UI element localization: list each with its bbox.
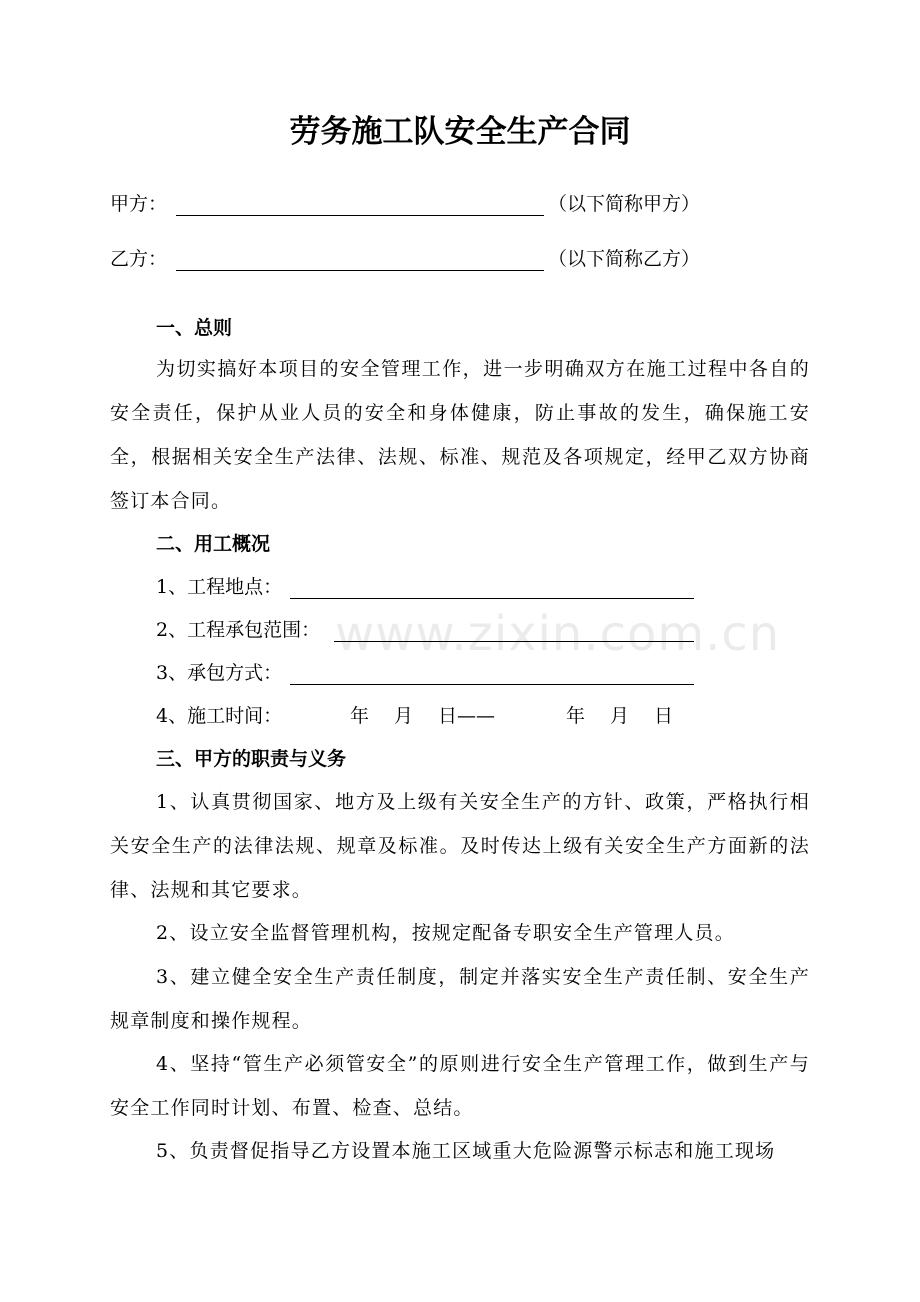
section-3-paragraph-1: 1、认真贯彻国家、地方及上级有关安全生产的方针、政策，严格执行相关安全生产的法律法规、规章及标准。及时传达上级有关安全生产方面新的法律、法规和其它要求。 (110, 791, 810, 901)
party-a-blank (176, 215, 544, 216)
party-b-suffix: （以下简称乙方） (548, 248, 701, 270)
end-day-label: 日 (654, 705, 674, 727)
work-location-label: 1、工程地点： (156, 576, 283, 598)
start-day-label: 日—— (438, 705, 496, 727)
start-year-label: 年 (350, 705, 370, 727)
section-2-heading: 二、用工概况 (156, 533, 271, 555)
end-month-label: 月 (610, 705, 630, 727)
contract-method-blank (290, 684, 694, 685)
section-3-paragraph-3: 3、建立健全安全生产责任制度，制定并落实安全生产责任制、安全生产规章制度和操作规程。 (110, 966, 810, 1032)
contract-scope-blank (334, 641, 694, 642)
contract-method-item (156, 659, 282, 687)
section-3-paragraph-5: 5、负责督促指导乙方设置本施工区域重大危险源警示标志和施工现场 (156, 1140, 776, 1162)
section-1-heading: 一、总则 (156, 317, 233, 339)
party-a-label: 甲方： (110, 193, 168, 215)
party-b-line (110, 245, 701, 273)
section-1-paragraph: 为切实搞好本项目的安全管理工作，进一步明确双方在施工过程中各自的安全责任，保护从业人员的安全和身体健康，防止事故的发生，确保施工安全，根据相关安全生产法律、法规、标准、规范及各项规定，经甲乙双方协商签订本合同。 (110, 358, 810, 512)
work-location-blank (290, 598, 694, 599)
party-b-blank (176, 270, 544, 271)
end-year-label: 年 (566, 705, 586, 727)
party-b-label: 乙方： (110, 248, 168, 270)
start-month-label: 月 (394, 705, 414, 727)
section-3-paragraph-4: 4、坚持“管生产必须管安全”的原则进行安全生产管理工作，做到生产与安全工作同时计划、布置、检查、总结。 (110, 1053, 810, 1119)
party-a-line (110, 190, 701, 218)
party-a-suffix: （以下简称甲方） (548, 193, 701, 215)
watermark: www.zixin.com.cn (335, 606, 781, 662)
section-3-heading: 三、甲方的职责与义务 (156, 748, 347, 770)
document-title: 劳务施工队安全生产合同 (289, 114, 631, 150)
contract-scope-item (156, 616, 320, 644)
construction-time-label: 4、施工时间： (156, 705, 283, 727)
contract-scope-label: 2、工程承包范围： (156, 619, 321, 641)
contract-method-label: 3、承包方式： (156, 662, 283, 684)
section-3-paragraph-2: 2、设立安全监督管理机构，按规定配备专职安全生产管理人员。 (156, 922, 735, 944)
work-location-item (156, 573, 282, 601)
